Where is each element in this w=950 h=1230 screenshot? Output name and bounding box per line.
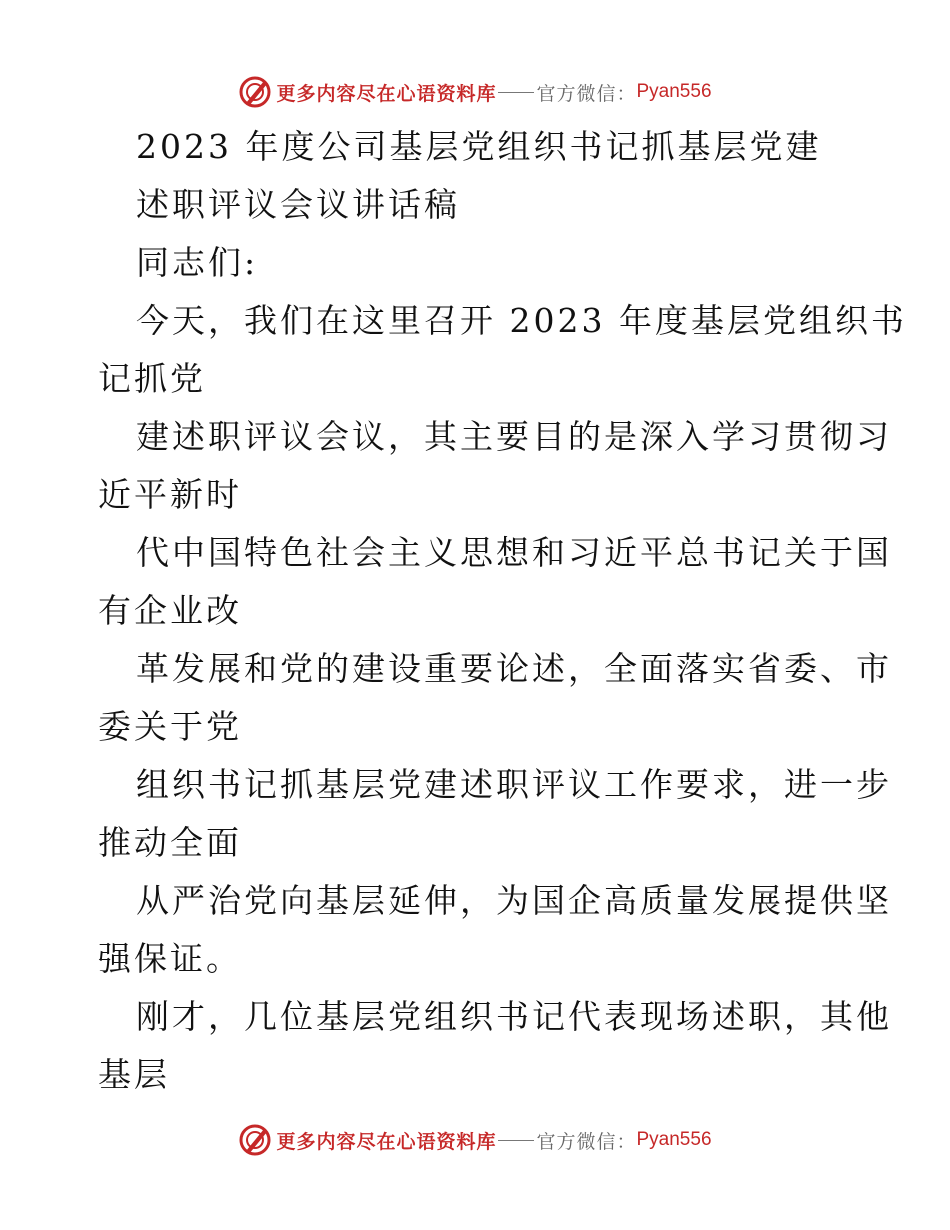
watermark-text: 更多内容尽在心语资料库 [276, 82, 497, 105]
watermark-divider [498, 1140, 534, 1141]
footer-watermark [0, 1120, 950, 1160]
paragraph-line: 强保证。 [98, 939, 242, 978]
watermark-wechat-id: Pyan556 [636, 1129, 712, 1150]
paragraph-line: 代中国特色社会主义思想和习近平总书记关于国 [136, 533, 892, 572]
paragraph-line: 刚才，几位基层党组织书记代表现场述职，其他 [136, 997, 892, 1036]
paragraph-line: 从严治党向基层延伸，为国企高质量发展提供坚 [136, 881, 892, 920]
paragraph-line: 组织书记抓基层党建述职评议工作要求，进一步 [136, 765, 892, 804]
salutation: 同志们: [136, 243, 259, 282]
watermark-wechat-id: Pyan556 [636, 81, 712, 102]
watermark-wechat-label: 官方微信： [536, 82, 637, 105]
paragraph-line: 今天，我们在这里召开 2023 年度基层党组织书 [136, 301, 907, 340]
paragraph-line: 近平新时 [98, 475, 242, 514]
title-line-1: 2023 年度公司基层党组织书记抓基层党建 [136, 127, 822, 166]
watermark-wechat-label: 官方微信： [536, 1130, 637, 1153]
title-line-2: 述职评议会议讲话稿 [136, 185, 460, 224]
watermark-divider [498, 92, 534, 93]
paragraph-line: 建述职评议会议，其主要目的是深入学习贯彻习 [136, 417, 892, 456]
paragraph-line: 基层 [98, 1055, 170, 1094]
paragraph-line: 有企业改 [98, 591, 242, 630]
paragraph-line: 推动全面 [98, 823, 242, 862]
watermark-text: 更多内容尽在心语资料库 [276, 1130, 497, 1153]
paragraph-line: 委关于党 [98, 707, 242, 746]
header-watermark [0, 72, 950, 112]
paragraph-line: 记抓党 [98, 359, 206, 398]
pen-logo-icon [238, 75, 272, 109]
pen-logo-icon [238, 1123, 272, 1157]
paragraph-line: 革发展和党的建设重要论述，全面落实省委、市 [136, 649, 892, 688]
